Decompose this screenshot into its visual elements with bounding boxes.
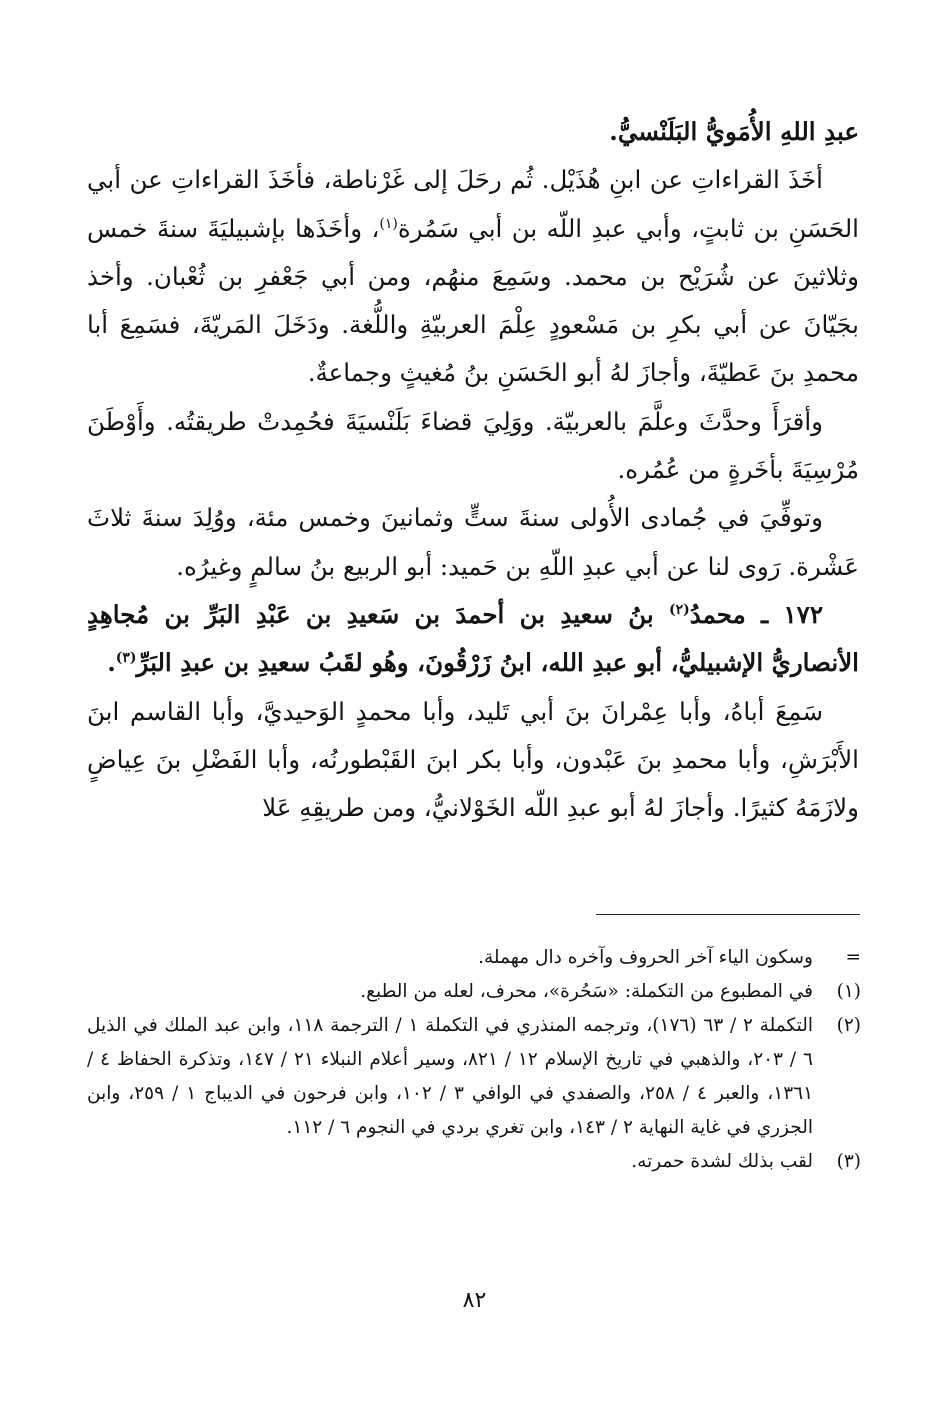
paragraph-3: وتوفِّيَ في جُمادى الأُولى سنةَ ستٍّ وثمانينَ وخمس مئة، ووُلِدَ سنةَ ثلاثَ عَشْرة. رَوى لنا عن أبي عبدِ اللّهِ بن حَميد: أبو الربيع بنُ سالمٍ وغيرُه. [87,503,859,581]
entry-heading [87,591,859,688]
entry-heading-end: . [107,648,116,678]
paragraph-2: وأقرَأَ وحدَّثَ وعلَّمَ بالعربيّة. ووَلِيَ قضاءَ بَلَنْسيَةَ فحُمِدتْ طريقتُه. وأَوْطَنَ مُرْسِيَةَ بأخَرةٍ من عُمُره. [87,406,859,485]
footnote-divider [596,914,860,915]
footnote-text: وسكون الياء آخر الحروف وآخره دال مهملة. [478,947,813,968]
entry-heading-rest: بنُ سعيدِ بن أحمدَ بن سَعيدِ بن عَبْدِ البَرِّ بن مُجاهِدٍ الأنصاريُّ الإشبيليُّ، أبو عبدِ الله، ابنُ زَرْقُونَ، وهُو لقَبُ سعيدِ بن عبدِ البَرِّ [87,599,859,678]
footnotes [87,941,861,1179]
footnote-number: (١) [836,981,861,1002]
main-text [87,108,859,832]
paragraph-1-continued: ، وأخَذَها بإشبيليَةَ سنةَ خمس وثلاثينَ عن شُرَيْح بن محمد. وسَمِعَ منهُم، ومن أبي جَعْفرِ بن ثُعْبان. وأخذ بجَيّانَ عن أبي بكرِ بن مَسْعودٍ عِلْمَ العربيّةِ واللُّغة. ودَخَلَ المَريّةَ، فسَمِعَ أبا محمدِ بنَ عَطيّةَ، وأجازَ لهُ أبو الحَسَنِ بنُ مُغيثٍ وجماعةٌ. [87,213,859,388]
footnote-3 [87,1145,861,1179]
footnote-1 [87,975,861,1009]
footnote-continued [87,941,861,975]
page-number: ٨٢ [462,1288,487,1313]
paragraph-1 [87,156,859,397]
paragraph-1-text: أخَذَ القراءاتِ عن ابنِ هُذَيْل. ثُم رحَلَ إلى غَرْناطة، فأخَذَ القراءاتِ عن أبي الحَسَنِ بن ثابتٍ، وأبي عبدِ اللّه بن أبي سَمُرة [87,165,859,243]
footnote-text: في المطبوع من التكملة: «سَحُرة»، محرف، لعله من الطبع. [360,981,813,1002]
continued-line: عبدِ اللهِ الأُمَويُّ البَلَنْسيُّ. [609,117,859,146]
footnote-marker: = [845,947,861,968]
paragraph-4: سَمِعَ أباهُ، وأبا عِمْرانَ بنَ أبي تَليد، وأبا محمدٍ الوَحيديَّ، وأبا القاسم ابنَ الأَبْرَشِ، وأبا محمدِ بنَ عَبْدون، وأبا بكر ابنَ القَبْطورنُه، وأبا الفَضْلِ بنَ عِياضٍ ولازَمَهُ كثيرًا. وأجازَ لهُ أبو عبدِ اللّه الخَوْلانيُّ، ومن طريقِهِ عَلا [87,696,859,823]
footnote-number: (٢) [836,1015,861,1036]
footnote-number: (٣) [836,1151,861,1172]
footnote-ref-1: (١) [379,215,398,232]
footnote-ref-2: (٢) [669,601,690,618]
entry-heading-start: ١٧٢ ـ محمدُ [689,599,823,629]
footnote-text: لقب بذلك لشدة حمرته. [631,1151,813,1172]
footnote-ref-3: (٣) [115,650,137,667]
footnote-text: التكملة ٢ / ٦٣ (١٧٦)، وترجمه المنذري في التكملة ١ / الترجمة ١١٨، وابن عبد الملك في الذيل ٦ / ٢٠٣، والذهبي في تاريخ الإسلام ١٢ / ٨٢١، وسير أعلام النبلاء ٢١ / ١٤٧، وتذكرة الحفاظ ٤ / ١٣٦١، والعبر ٤ / ٢٥٨، والصفدي في الوافي ٣ / ١٠٢، وابن فرحون في الديباج ١ / ٢٥٩، وابن الجزري في غاية النهاية ٢ / ١٤٣، وابن تغري بردي في النجوم ٦ / ١١٢. [87,1015,814,1138]
footnote-2 [87,1009,861,1145]
